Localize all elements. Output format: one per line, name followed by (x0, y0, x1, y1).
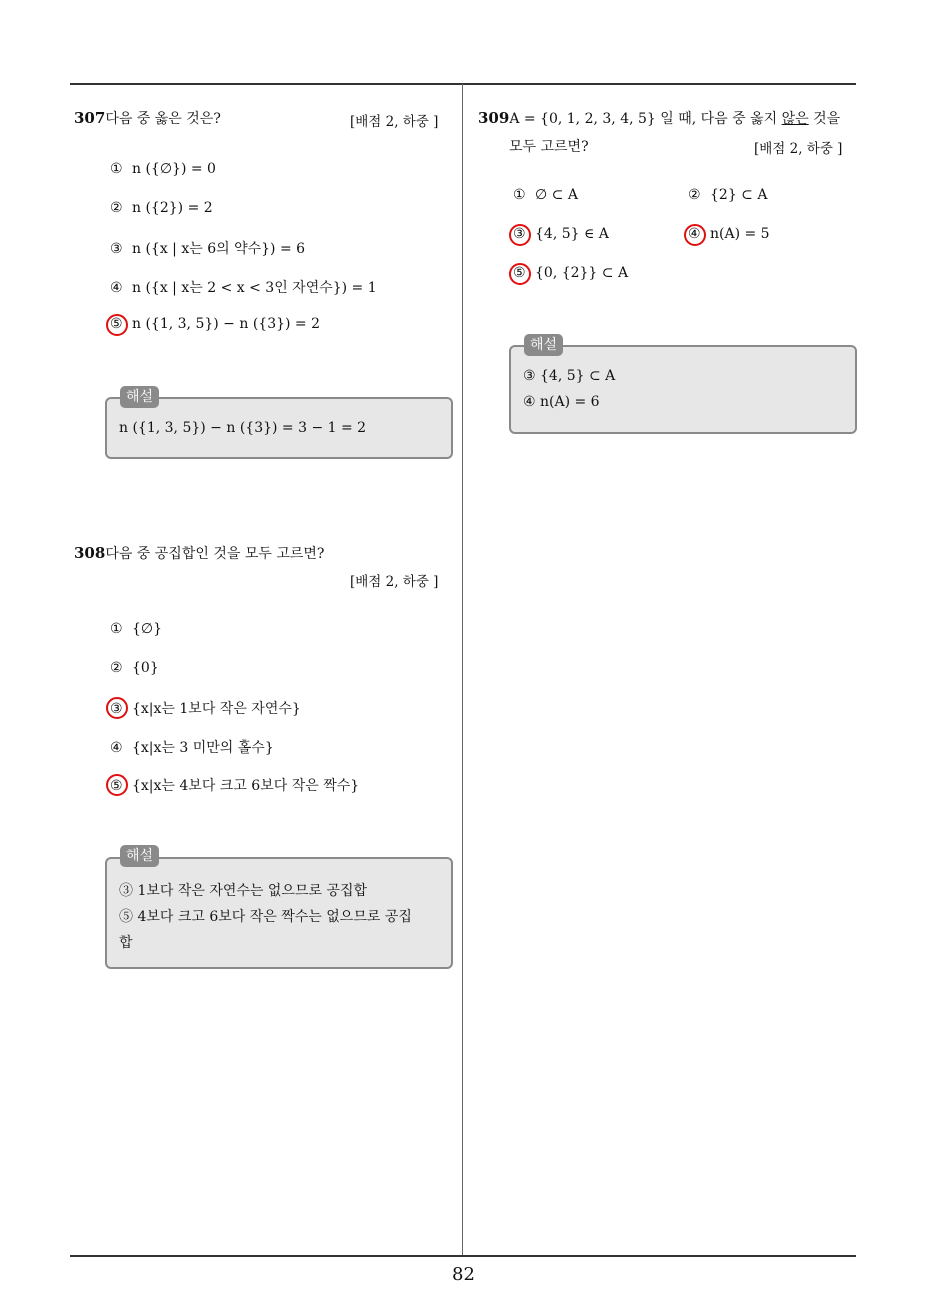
option-marker: ⑤ (110, 778, 123, 794)
option-text: {2} ⊂ A (710, 187, 768, 203)
option-marker: ① (110, 161, 123, 177)
explanation-box (509, 345, 857, 434)
option-marker: ② (110, 660, 123, 676)
explanation-box (105, 857, 453, 969)
option-marker: ③ (110, 701, 123, 717)
question-308-header (74, 543, 324, 563)
explanation-tag: 해설 (120, 845, 159, 867)
top-rule (70, 83, 856, 85)
option-1[interactable] (110, 621, 162, 637)
option-text: {0} (132, 660, 159, 676)
option-marker: ⑤ (110, 316, 123, 332)
option-text: {x|x는 3 미만의 홀수} (132, 740, 274, 756)
question-text-emphasis: 않은 (781, 111, 809, 127)
explanation-line: ④ n(A) = 6 (523, 394, 600, 410)
option-marker: ④ (110, 740, 123, 756)
option-2[interactable] (110, 200, 213, 216)
option-text: n ({2}) = 2 (132, 200, 213, 216)
answer-circle-mark (684, 224, 706, 246)
option-text: n ({x | x는 2 < x < 3인 자연수}) = 1 (132, 280, 377, 296)
question-text: 다음 중 공집합인 것을 모두 고르면? (105, 546, 325, 562)
option-1[interactable] (513, 187, 578, 203)
score-label: [배점 2, 하중 ] (754, 141, 843, 157)
option-text: {0, {2}} ⊂ A (535, 265, 629, 281)
option-text: n ({1, 3, 5}) − n ({3}) = 2 (132, 316, 321, 332)
question-307-header (74, 108, 221, 128)
page-number: 82 (452, 1264, 475, 1285)
option-3[interactable] (110, 238, 305, 258)
answer-circle-mark (106, 774, 128, 796)
explanation-tag: 해설 (524, 334, 563, 356)
option-text: {x|x는 4보다 크고 6보다 작은 짝수} (132, 778, 360, 794)
answer-circle-mark (106, 697, 128, 719)
question-number: 307 (74, 109, 106, 127)
option-marker: ② (688, 187, 701, 203)
explanation-line: ③ 1보다 작은 자연수는 없으므로 공집합 (119, 883, 368, 899)
option-5[interactable] (110, 316, 320, 332)
question-number: 309 (478, 109, 510, 127)
option-4[interactable] (110, 277, 377, 297)
question-text: 다음 중 옳은 것은? (105, 111, 221, 127)
score-label: [배점 2, 하중 ] (350, 114, 439, 130)
score-label: [배점 2, 하중 ] (350, 574, 439, 590)
option-text: n(A) = 5 (710, 226, 770, 242)
option-text: ∅ ⊂ A (535, 187, 578, 203)
explanation-line: 합 (119, 935, 133, 951)
column-divider (462, 84, 463, 1256)
explanation-tag: 해설 (120, 386, 159, 408)
option-marker: ③ (513, 226, 526, 242)
option-3[interactable] (110, 698, 301, 718)
question-309-header (478, 108, 840, 128)
option-marker: ④ (110, 280, 123, 296)
question-text-line2: 모두 고르면? (509, 139, 589, 155)
option-marker: ① (110, 621, 123, 637)
option-marker: ③ (110, 241, 123, 257)
question-number: 308 (74, 544, 106, 562)
option-text: {x|x는 1보다 작은 자연수} (132, 701, 301, 717)
answer-circle-mark (509, 263, 531, 285)
explanation-line: n ({1, 3, 5}) − n ({3}) = 3 − 1 = 2 (119, 420, 367, 436)
option-text: n ({∅}) = 0 (132, 161, 216, 177)
option-text: n ({x | x는 6의 약수}) = 6 (132, 241, 306, 257)
question-text: 것을 (808, 111, 841, 127)
option-marker: ④ (688, 226, 701, 242)
option-2[interactable] (110, 660, 159, 676)
bottom-rule (70, 1255, 856, 1257)
option-marker: ② (110, 200, 123, 216)
explanation-line: ⑤ 4보다 크고 6보다 작은 짝수는 없으므로 공집 (119, 909, 412, 925)
option-5[interactable] (110, 775, 359, 795)
option-marker: ① (513, 187, 526, 203)
option-1[interactable] (110, 161, 216, 177)
answer-circle-mark (509, 224, 531, 246)
option-text: {∅} (132, 621, 163, 637)
option-text: {4, 5} ∈ A (535, 226, 609, 242)
option-marker: ⑤ (513, 265, 526, 281)
option-2[interactable] (688, 187, 767, 203)
question-text: A = {0, 1, 2, 3, 4, 5} 일 때, 다음 중 옳지 (509, 111, 782, 127)
option-4[interactable] (110, 737, 274, 757)
answer-circle-mark (106, 314, 128, 336)
explanation-line: ③ {4, 5} ⊂ A (523, 368, 616, 384)
